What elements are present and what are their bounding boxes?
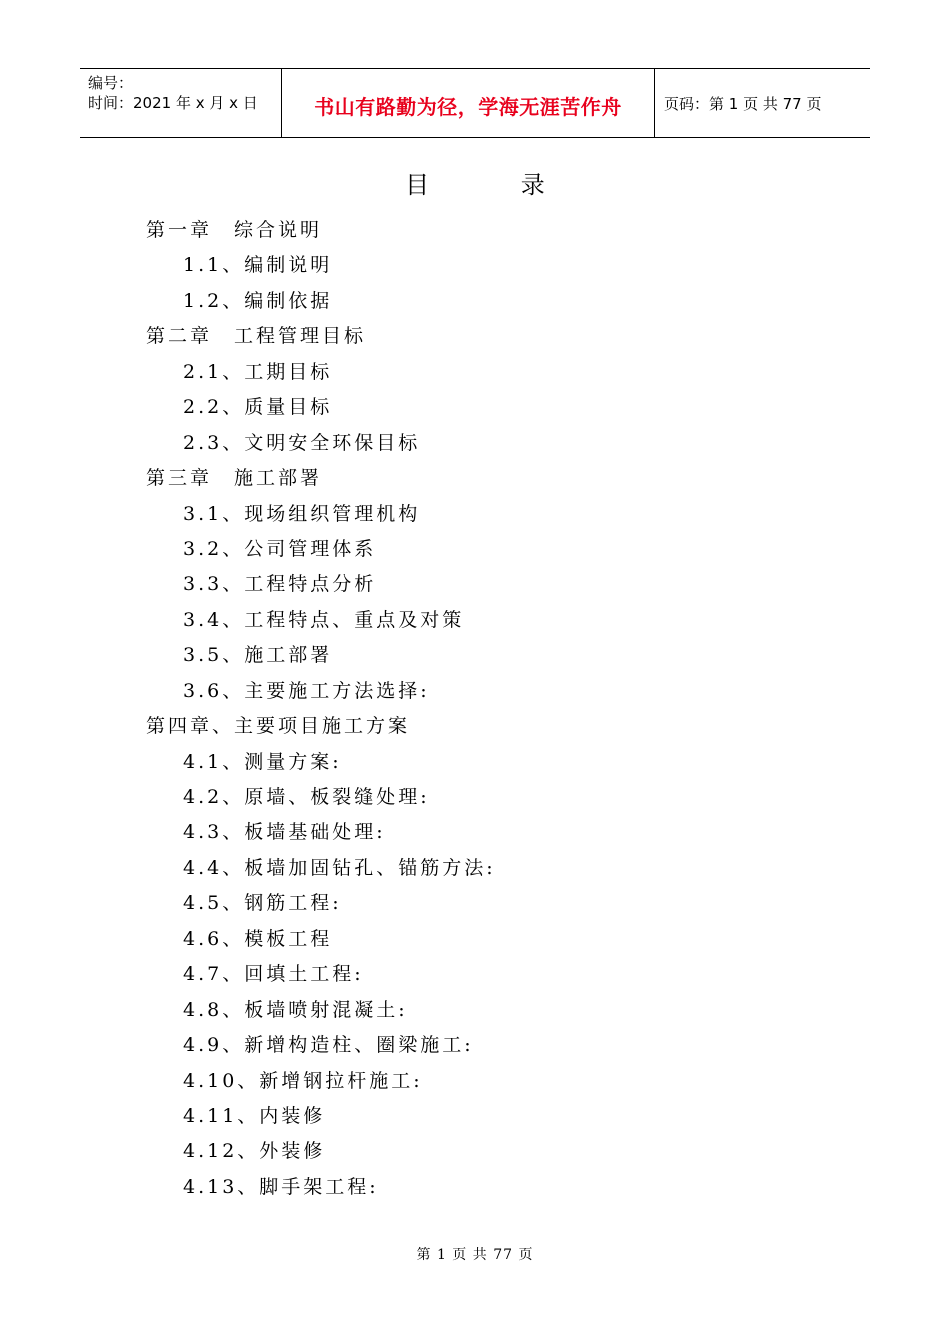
page-header (80, 68, 870, 138)
toc-chapter-entry: 第一章 综合说明 (146, 219, 323, 241)
toc-section-entry: 4.7、回填土工程: (183, 963, 364, 986)
toc-section-entry: 4.1、测量方案: (183, 750, 342, 773)
toc-section-entry: 4.12、外装修 (183, 1140, 326, 1163)
toc-section-entry: 4.9、新增构造柱、圈梁施工: (183, 1034, 474, 1057)
toc-section-entry: 4.8、板墙喷射混凝土: (183, 998, 408, 1021)
toc-section-entry: 3.2、公司管理体系 (183, 537, 377, 560)
toc-chapter-entry: 第二章 工程管理目标 (146, 325, 367, 348)
toc-section-entry: 4.11、内装修 (183, 1104, 326, 1127)
toc-section-entry: 4.13、脚手架工程: (183, 1175, 379, 1198)
toc-section-entry: 2.2、质量目标 (183, 396, 333, 419)
toc-section-entry: 4.10、新增钢拉杆施工: (183, 1069, 423, 1092)
page-footer: 第 1 页 共 77 页 (416, 1247, 534, 1263)
toc-section-entry: 2.3、文明安全环保目标 (183, 431, 421, 454)
header-info-cell (80, 69, 282, 137)
header-page-label: 页码：第 1 页 共 77 页 (664, 94, 822, 113)
document-date-label: 时间：2021 年 x 月 x 日 (88, 94, 258, 112)
toc-section-entry: 4.5、钢筋工程: (183, 892, 342, 915)
toc-section-entry: 4.2、原墙、板裂缝处理: (183, 786, 430, 808)
document-number-label: 编号： (88, 74, 134, 92)
toc-section-entry: 3.5、施工部署 (183, 644, 333, 667)
toc-title: 目 录 (405, 171, 587, 199)
toc-section-entry: 3.3、工程特点分析 (183, 573, 377, 596)
toc-section-entry: 3.4、工程特点、重点及对策 (183, 608, 465, 631)
toc-section-entry: 3.1、现场组织管理机构 (183, 502, 421, 525)
toc-section-entry: 4.6、模板工程 (183, 927, 333, 950)
toc-section-entry: 1.2、编制依据 (183, 289, 333, 312)
toc-chapter-entry: 第三章 施工部署 (146, 467, 323, 490)
toc-chapter-entry: 第四章、主要项目施工方案 (146, 715, 411, 738)
toc-section-entry: 1.1、编制说明 (183, 254, 333, 277)
toc-section-entry: 4.3、板墙基础处理: (183, 821, 386, 844)
toc-section-entry: 3.6、主要施工方法选择: (183, 679, 430, 702)
toc-section-entry: 2.1、工期目标 (183, 360, 333, 383)
table-of-contents (0, 213, 950, 1205)
toc-section-entry: 4.4、板墙加固钻孔、锚筋方法: (183, 856, 496, 879)
header-motto: 书山有路勤为径，学海无涯苦作舟 (282, 69, 655, 137)
